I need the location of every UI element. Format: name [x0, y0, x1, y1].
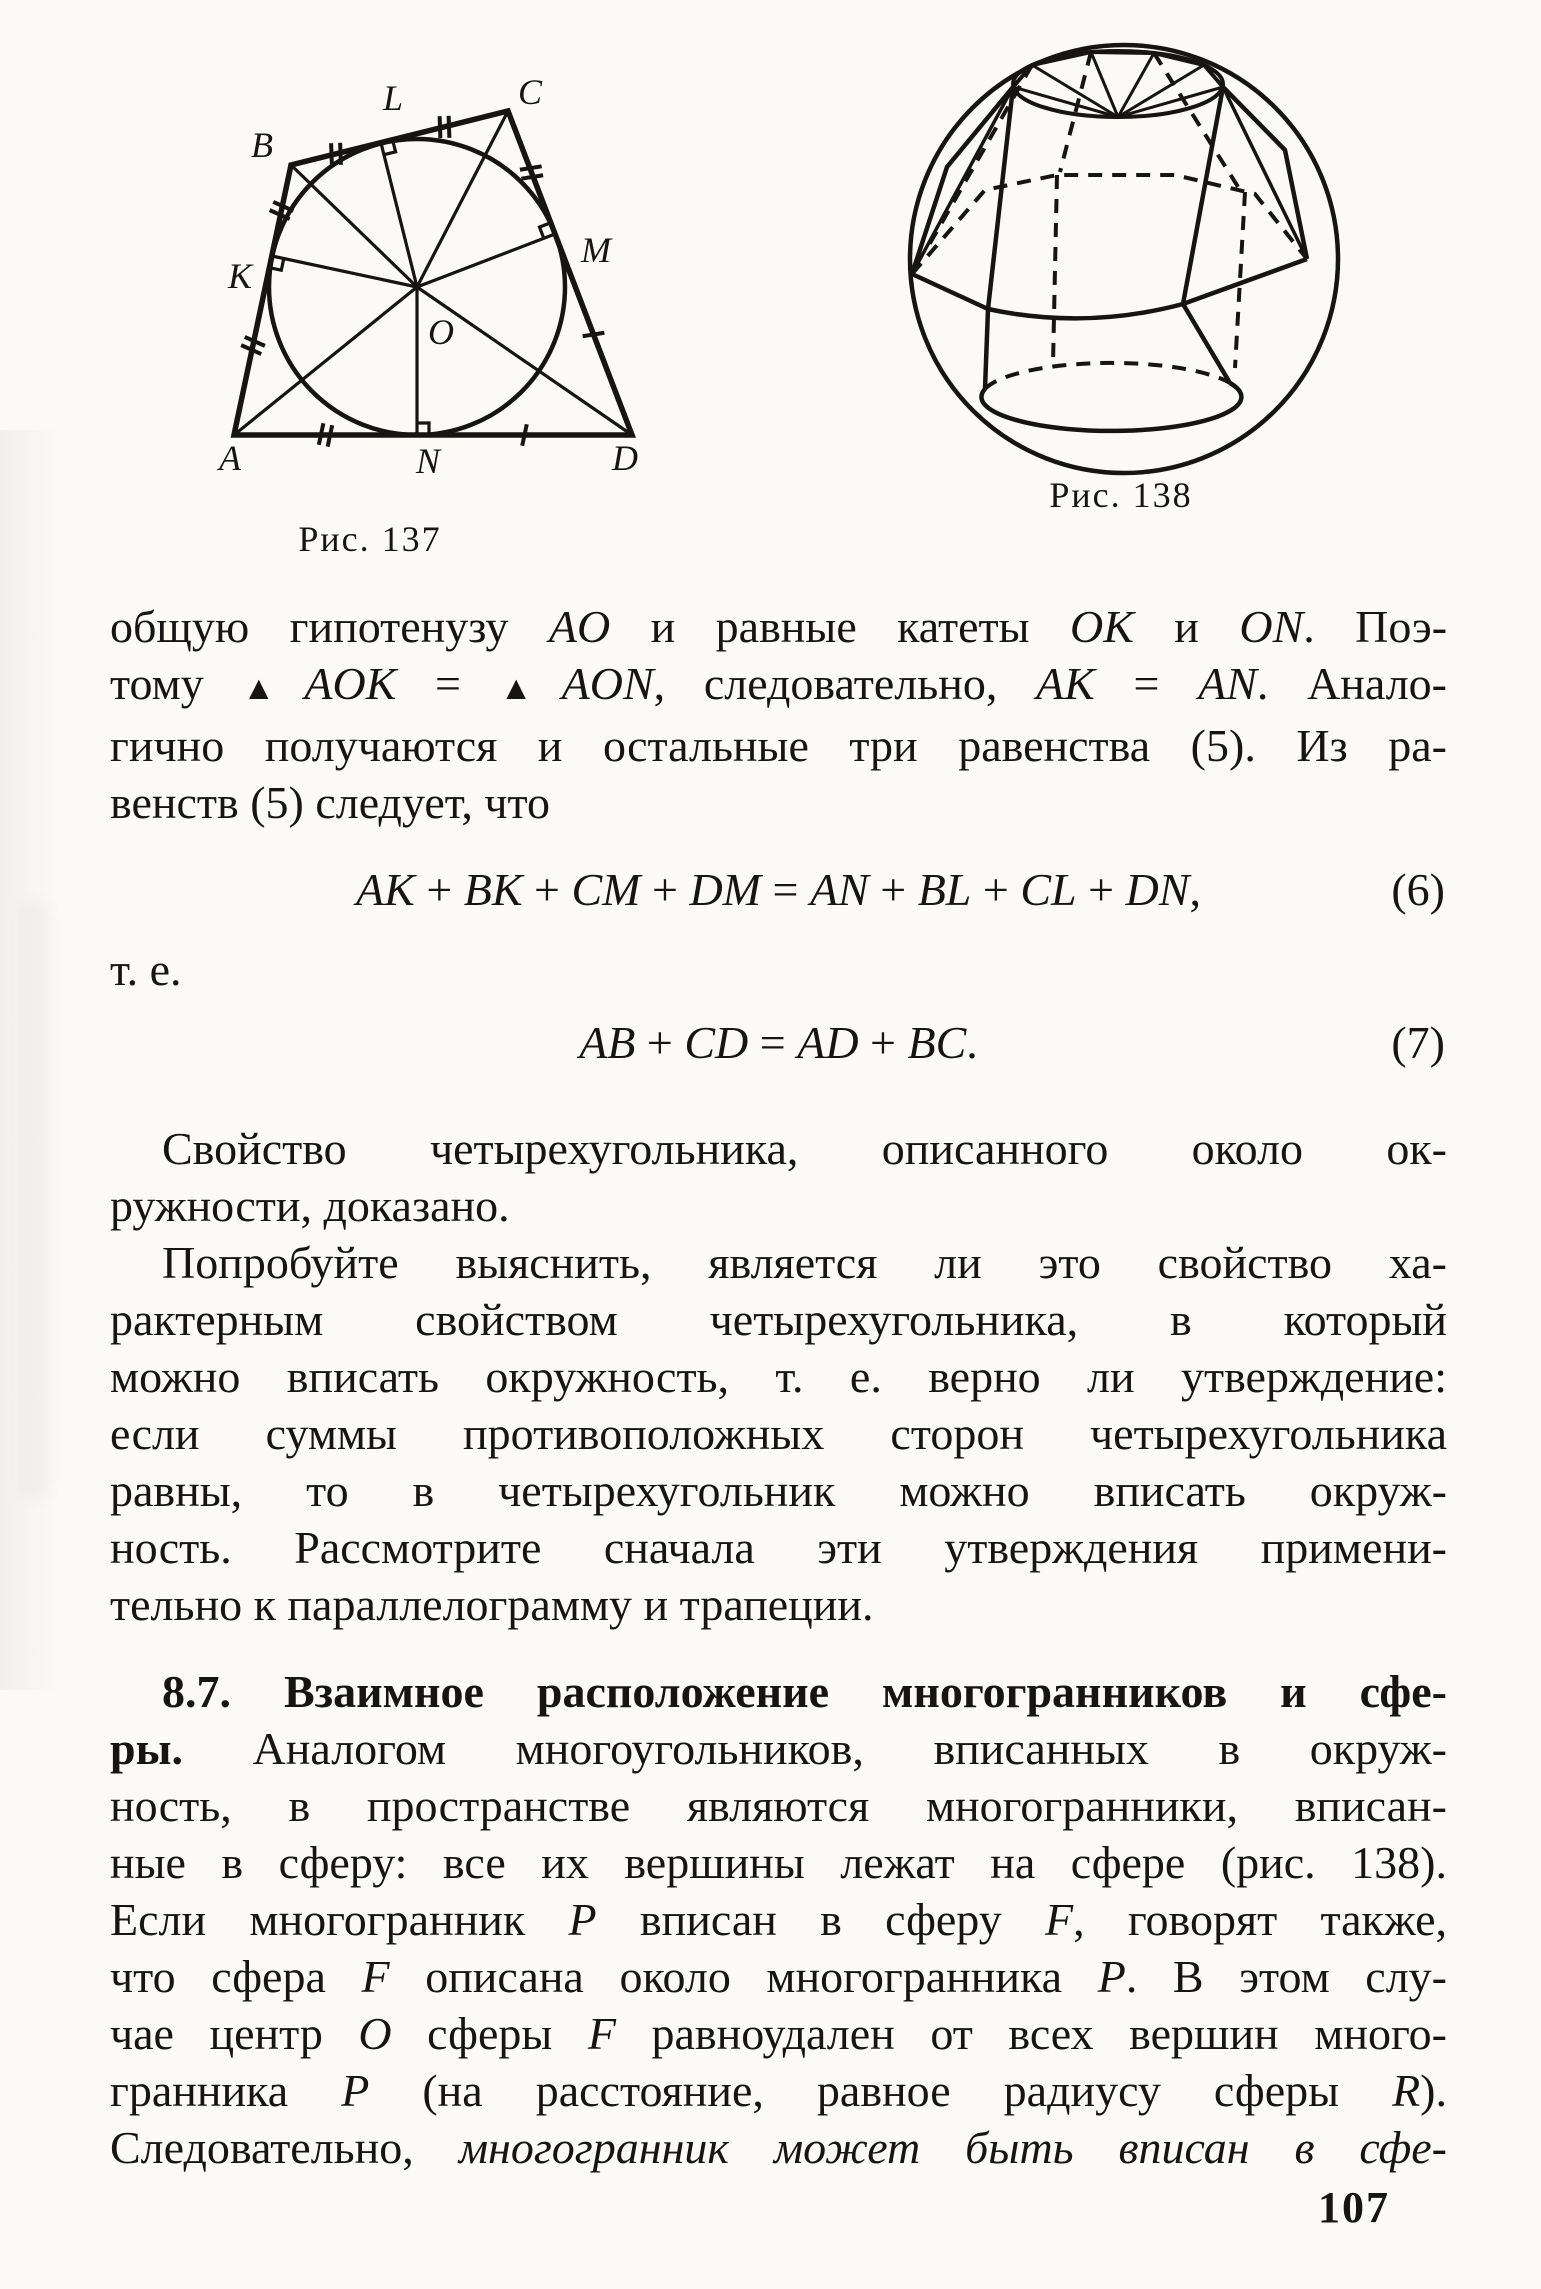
text-line: ность. Рассмотрите сначала эти утверждения примени- [110, 1522, 1447, 1573]
figure-138-caption: Рис. 138 [1049, 475, 1193, 515]
text-column [110, 598, 1447, 2176]
section-heading-line: 8.7. Взаимное расположение многогранников и сфе- [162, 1666, 1447, 1717]
scan-spine-shadow [0, 430, 80, 1690]
text-line: ные в сферу: все их вершины лежат на сфере (рис. 138). [110, 1837, 1447, 1888]
text-line: ность, в пространстве являются многогранники, вписан- [110, 1780, 1447, 1831]
top-face-ring [1013, 51, 1223, 117]
text-line: если суммы противоположных сторон четырехугольника [110, 1408, 1447, 1459]
label-C: C [517, 72, 543, 112]
label-O: O [428, 312, 454, 352]
figure-138 [895, 12, 1405, 542]
equation-7-body: AB + CD = AD + BC. [579, 1017, 978, 1068]
visible-polyhedron-edges [912, 87, 1307, 431]
equation-connector: т. е. [110, 944, 182, 995]
label-N: N [415, 441, 441, 480]
label-D: D [612, 438, 638, 478]
text-line: чае центр O сферы F равноудален от всех вершин много- [110, 2008, 1447, 2059]
text-line: ры. Аналогом многоугольников, вписанных в окруж- [110, 1723, 1447, 1774]
text-line: ружности, доказано. [110, 1180, 510, 1231]
text-line: тому ▲AOK = ▲AON, следовательно, AK = AN. Анало- [110, 658, 1447, 709]
equation-7-number: (7) [1391, 1017, 1445, 1068]
figure-138-drawing [895, 12, 1405, 482]
text-line: Попробуйте выяснить, является ли это свойство ха- [162, 1237, 1447, 1288]
text-line: Если многогранник P вписан в сферу F, говорят также, [110, 1894, 1447, 1945]
label-M: M [581, 230, 611, 270]
equation-7 [110, 1014, 1447, 1072]
text-line: гично получаются и остальные три равенства (5). Из ра- [110, 720, 1447, 771]
paragraph-4-section-8-7 [110, 1663, 1447, 2176]
figure-137-drawing [200, 60, 670, 480]
paragraph-3 [110, 1234, 1447, 1633]
text-line: что сфера F описана около многогранника P. В этом слу- [110, 1951, 1447, 2002]
label-L: L [382, 78, 404, 118]
label-A: A [219, 438, 241, 478]
text-line: гранника P (на расстояние, равное радиусу сферы R). [110, 2065, 1447, 2116]
text-line: общую гипотенузу AO и равные катеты OK и ON. Поэ- [110, 601, 1448, 652]
equation-6-number: (6) [1391, 864, 1445, 915]
label-K: K [227, 256, 253, 296]
text-line: можно вписать окружность, т. е. верно ли утверждение: [110, 1351, 1447, 1402]
figure-137-caption: Рис. 137 [298, 519, 442, 559]
equation-6 [110, 861, 1447, 919]
paragraph-2 [110, 1120, 1447, 1234]
text-line: Следовательно, многогранник может быть вписан в сфе- [110, 2122, 1447, 2173]
equation-6-body: AK + BK + CM + DM = AN + BL + CL + DN, [356, 864, 1201, 915]
paragraph-1 [110, 598, 1447, 831]
figure-137 [200, 60, 670, 590]
text-line: равны, то в четырехугольник можно вписать окруж- [110, 1465, 1447, 1516]
scan-smudge [18, 900, 52, 1500]
text-line: рактерным свойством четырехугольника, в который [110, 1294, 1447, 1345]
text-line: Свойство четырехугольника, описанного около ок- [162, 1123, 1447, 1174]
text-line: тельно к параллелограмму и трапеции. [110, 1579, 874, 1630]
page-number: 107 [1318, 2183, 1390, 2232]
hidden-polyhedron-edges [912, 52, 1307, 389]
label-B: B [251, 125, 273, 165]
text-line: венств (5) следует, что [110, 777, 551, 828]
